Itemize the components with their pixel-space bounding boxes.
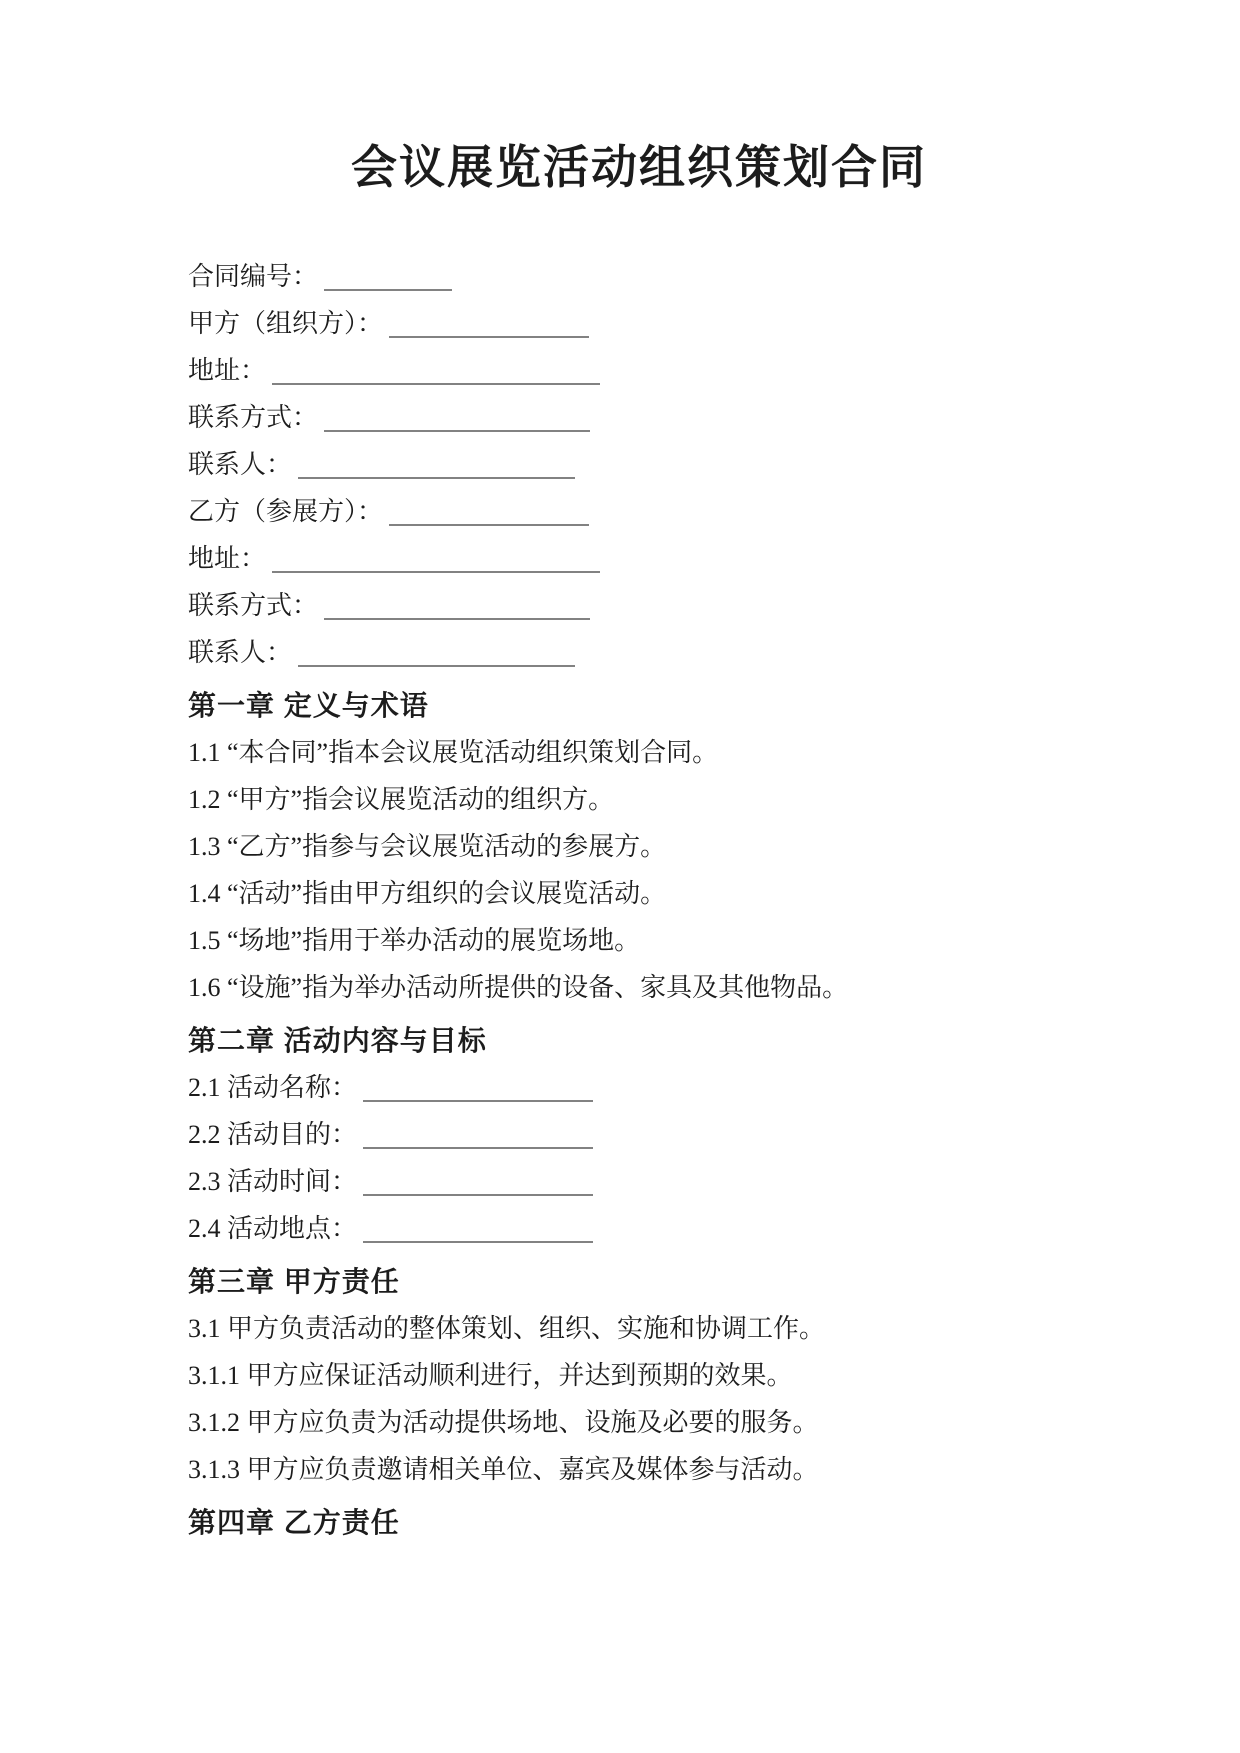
- party-a-contact-line: [188, 403, 1090, 433]
- chapter-3-party-a-duties: [188, 1265, 1090, 1485]
- contract-number-blank: [324, 269, 452, 291]
- clause-3-1-3: 3.1.3 甲方应负责邀请相关单位、嘉宾及媒体参与活动。: [188, 1455, 819, 1484]
- party-a-address-line: [188, 356, 1090, 386]
- activity-purpose-label: 2.2 活动目的：: [188, 1120, 358, 1149]
- activity-name-blank: [363, 1080, 593, 1102]
- clause-1-5: 1.5 “场地”指用于举办活动的展览场地。: [188, 926, 641, 955]
- contract-number-label: 合同编号：: [188, 262, 319, 291]
- clause-1-2: 1.2 “甲方”指会议展览活动的组织方。: [188, 785, 615, 814]
- clause-3-1: 3.1 甲方负责活动的整体策划、组织、实施和协调工作。: [188, 1314, 826, 1343]
- party-a-blank: [389, 316, 589, 338]
- party-a-contact-blank: [324, 410, 590, 432]
- clause-1-4: 1.4 “活动”指由甲方组织的会议展览活动。: [188, 879, 667, 908]
- document-title: 会议展览活动组织策划合同: [351, 142, 927, 193]
- chapter-4-party-b-duties: [188, 1506, 1090, 1540]
- party-info-block: [188, 262, 1090, 668]
- chapter-2-activity-content: [188, 1024, 1090, 1244]
- activity-time-label: 2.3 活动时间：: [188, 1167, 358, 1196]
- party-a-label: 甲方（组织方）：: [188, 309, 384, 338]
- activity-time-blank: [363, 1174, 593, 1196]
- party-b-address-label: 地址：: [188, 544, 267, 573]
- activity-location-line: [188, 1214, 1090, 1244]
- chapter-2-heading: 第二章 活动内容与目标: [188, 1025, 487, 1056]
- party-b-blank: [389, 504, 589, 526]
- party-b-person-line: [188, 638, 1090, 668]
- chapter-1-definitions: [188, 689, 1090, 1003]
- clause-3-1-1: 3.1.1 甲方应保证活动顺利进行，并达到预期的效果。: [188, 1361, 793, 1390]
- chapter-1-heading: 第一章 定义与术语: [188, 690, 429, 721]
- party-a-person-label: 联系人：: [188, 450, 293, 479]
- contract-number-line: [188, 262, 1090, 292]
- activity-time-line: [188, 1167, 1090, 1197]
- party-b-address-blank: [272, 551, 600, 573]
- party-b-address-line: [188, 544, 1090, 574]
- activity-purpose-blank: [363, 1127, 593, 1149]
- activity-name-label: 2.1 活动名称：: [188, 1073, 358, 1102]
- clause-1-6: 1.6 “设施”指为举办活动所提供的设备、家具及其他物品。: [188, 973, 849, 1002]
- party-b-person-label: 联系人：: [188, 638, 293, 667]
- party-b-person-blank: [298, 645, 575, 667]
- activity-purpose-line: [188, 1120, 1090, 1150]
- party-a-address-blank: [272, 363, 600, 385]
- party-b-line: [188, 497, 1090, 527]
- party-a-person-line: [188, 450, 1090, 480]
- chapter-3-heading: 第三章 甲方责任: [188, 1266, 400, 1297]
- clause-1-3: 1.3 “乙方”指参与会议展览活动的参展方。: [188, 832, 667, 861]
- chapter-4-heading: 第四章 乙方责任: [188, 1507, 400, 1538]
- party-b-contact-line: [188, 591, 1090, 621]
- party-b-contact-blank: [324, 598, 590, 620]
- activity-location-blank: [363, 1221, 593, 1243]
- party-a-person-blank: [298, 457, 575, 479]
- clause-3-1-2: 3.1.2 甲方应负责为活动提供场地、设施及必要的服务。: [188, 1408, 819, 1437]
- clause-1-1: 1.1 “本合同”指本会议展览活动组织策划合同。: [188, 738, 719, 767]
- party-a-line: [188, 309, 1090, 339]
- party-b-contact-label: 联系方式：: [188, 591, 319, 620]
- activity-location-label: 2.4 活动地点：: [188, 1214, 358, 1243]
- party-a-contact-label: 联系方式：: [188, 403, 319, 432]
- activity-name-line: [188, 1073, 1090, 1103]
- party-a-address-label: 地址：: [188, 356, 267, 385]
- party-b-label: 乙方（参展方）：: [188, 497, 384, 526]
